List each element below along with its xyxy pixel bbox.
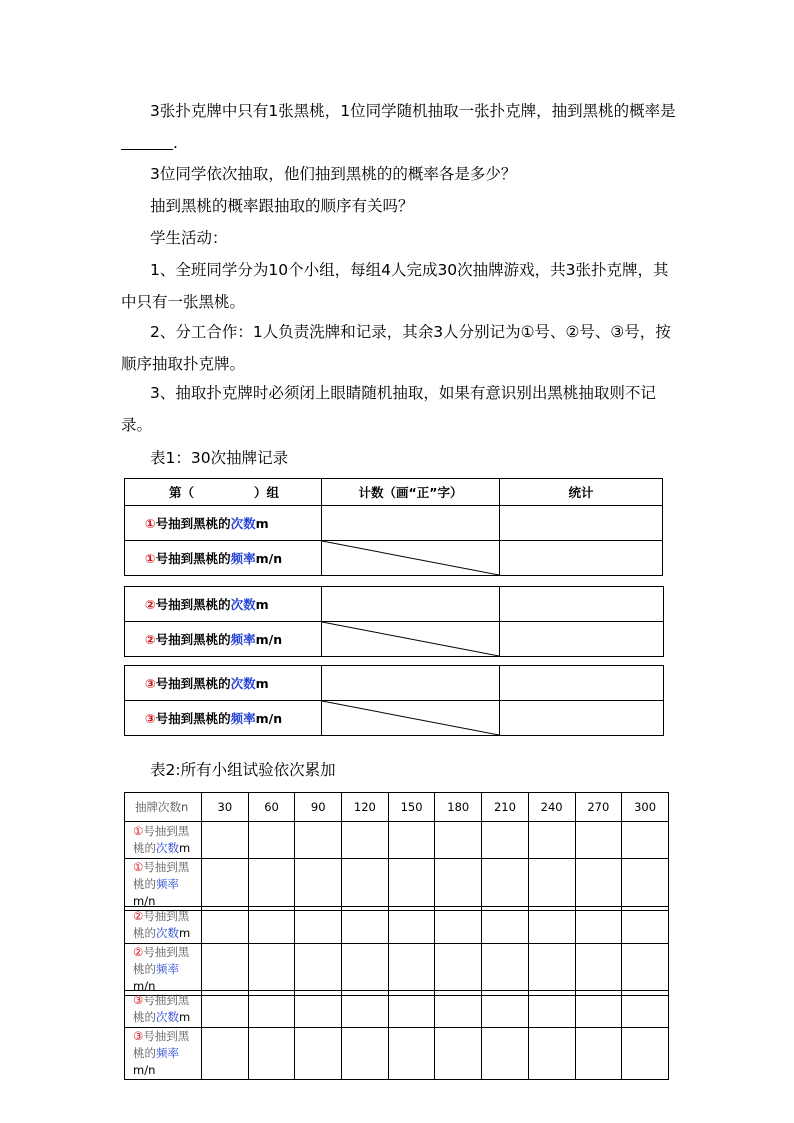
row-text: 号抽到黑 bbox=[143, 1029, 190, 1043]
row-text: 桃的 bbox=[133, 1010, 156, 1024]
row-text: 号抽到黑桃的 bbox=[155, 551, 231, 566]
table2-data-cell[interactable] bbox=[295, 822, 342, 859]
paragraph-7: 3、抽取扑克牌时必须闭上眼睛随机抽取，如果有意识别出黑桃抽取则不记录。 bbox=[121, 384, 656, 434]
table1-header-stat: 统计 bbox=[500, 479, 663, 506]
row-text: 号抽到黑桃的 bbox=[155, 711, 231, 726]
table2-row-label bbox=[125, 822, 202, 859]
table1-count-cell[interactable] bbox=[322, 587, 500, 622]
row-number: ② bbox=[145, 632, 156, 647]
table1-row-label bbox=[125, 587, 322, 622]
table2-row-label bbox=[125, 907, 202, 944]
table2-data-cell[interactable] bbox=[388, 991, 435, 1028]
table2-data-cell[interactable] bbox=[482, 907, 529, 944]
row-unit: m/n bbox=[133, 894, 156, 908]
table2-block-2 bbox=[124, 906, 669, 996]
table2-data-cell[interactable] bbox=[295, 907, 342, 944]
table2-data-cell[interactable] bbox=[342, 944, 389, 996]
table2-data-cell[interactable] bbox=[342, 1028, 389, 1080]
table2-data-cell[interactable] bbox=[435, 1028, 482, 1080]
row-number: ② bbox=[145, 597, 156, 612]
row-highlight: 频率 bbox=[156, 962, 179, 976]
paragraph-2: 3位同学依次抽取，他们抽到黑桃的的概率各是多少？ bbox=[150, 165, 517, 183]
table2-data-cell[interactable] bbox=[622, 991, 669, 1028]
table1-row-label bbox=[125, 666, 322, 701]
table1-header-group bbox=[125, 479, 322, 506]
row-number: ③ bbox=[145, 711, 156, 726]
table2-data-cell[interactable] bbox=[575, 944, 622, 996]
table2-header-210: 210 bbox=[482, 793, 529, 822]
table1-caption: 表1：30次抽牌记录 bbox=[150, 449, 289, 467]
table2-data-cell[interactable] bbox=[202, 991, 249, 1028]
table2-data-cell[interactable] bbox=[528, 859, 575, 911]
table2-data-cell[interactable] bbox=[435, 907, 482, 944]
table1-row-label bbox=[125, 506, 322, 541]
table2-header-180: 180 bbox=[435, 793, 482, 822]
table2-data-cell[interactable] bbox=[248, 822, 295, 859]
row-text: 桃的 bbox=[133, 962, 156, 976]
table2-data-cell[interactable] bbox=[388, 859, 435, 911]
row-unit: m/n bbox=[255, 632, 283, 647]
table2-data-cell[interactable] bbox=[435, 991, 482, 1028]
table2-data-cell[interactable] bbox=[622, 944, 669, 996]
row-text: 号抽到黑桃的 bbox=[155, 676, 231, 691]
row-highlight: 次数 bbox=[230, 516, 256, 531]
row-number: ① bbox=[145, 551, 156, 566]
table2-row-label bbox=[125, 944, 202, 996]
table2-data-cell[interactable] bbox=[202, 859, 249, 911]
table2-data-cell[interactable] bbox=[342, 822, 389, 859]
row-highlight: 频率 bbox=[156, 1046, 179, 1060]
table2-data-cell[interactable] bbox=[482, 822, 529, 859]
table2-data-cell[interactable] bbox=[622, 907, 669, 944]
paragraph-4: 学生活动： bbox=[150, 229, 228, 247]
table1-row-label bbox=[125, 541, 322, 576]
table2-header-label: 抽牌次数n bbox=[125, 793, 202, 822]
row-text: 号抽到黑桃的 bbox=[155, 597, 231, 612]
table2-data-cell[interactable] bbox=[528, 907, 575, 944]
table2-data-cell[interactable] bbox=[528, 991, 575, 1028]
row-highlight: 次数 bbox=[156, 841, 179, 855]
row-text: 桃的 bbox=[133, 841, 156, 855]
table1-diagonal-cell bbox=[322, 541, 500, 576]
table1-count-cell[interactable] bbox=[322, 506, 500, 541]
paragraph-1-text: 3张扑克牌中只有1张黑桃，1位同学随机抽取一张扑克牌，抽到黑桃的概率是 bbox=[150, 102, 676, 120]
table2-data-cell[interactable] bbox=[202, 944, 249, 996]
table1-block-3 bbox=[124, 665, 664, 736]
row-number: ③ bbox=[133, 1029, 144, 1043]
row-highlight: 次数 bbox=[230, 676, 256, 691]
table2-data-cell[interactable] bbox=[575, 991, 622, 1028]
row-text: 号抽到黑 bbox=[143, 945, 190, 959]
table2-data-cell[interactable] bbox=[202, 907, 249, 944]
row-unit: m bbox=[179, 1010, 191, 1024]
row-unit: m/n bbox=[255, 551, 283, 566]
table2-data-cell[interactable] bbox=[295, 991, 342, 1028]
row-unit: m/n bbox=[133, 1063, 156, 1077]
row-unit: m bbox=[179, 841, 191, 855]
table2-header-60: 60 bbox=[248, 793, 295, 822]
table2-data-cell[interactable] bbox=[482, 991, 529, 1028]
header-group-prefix: 第（ bbox=[169, 485, 195, 500]
answer-blank bbox=[121, 133, 173, 150]
table1-header-count: 计数（画“正”字） bbox=[322, 479, 500, 506]
row-text: 号抽到黑 bbox=[143, 824, 190, 838]
row-unit: m/n bbox=[255, 711, 283, 726]
table2-data-cell[interactable] bbox=[622, 822, 669, 859]
table2-data-cell[interactable] bbox=[435, 944, 482, 996]
row-highlight: 频率 bbox=[156, 877, 179, 891]
row-number: ③ bbox=[145, 676, 156, 691]
table2-data-cell[interactable] bbox=[435, 822, 482, 859]
table2-data-cell[interactable] bbox=[482, 944, 529, 996]
row-text: 号抽到黑 bbox=[143, 860, 190, 874]
table2-header-120: 120 bbox=[342, 793, 389, 822]
table2-header-30: 30 bbox=[202, 793, 249, 822]
row-number: ① bbox=[133, 824, 144, 838]
table2-data-cell[interactable] bbox=[575, 907, 622, 944]
row-number: ① bbox=[145, 516, 156, 531]
row-highlight: 次数 bbox=[230, 597, 256, 612]
row-number: ① bbox=[133, 860, 144, 874]
row-highlight: 频率 bbox=[230, 551, 256, 566]
paragraph-6: 2、分工合作：1人负责洗牌和记录，其余3人分别记为①号、②号、③号，按顺序抽取扑克牌。 bbox=[121, 323, 671, 373]
table2-header-240: 240 bbox=[528, 793, 575, 822]
table2-data-cell[interactable] bbox=[575, 822, 622, 859]
table2-data-cell[interactable] bbox=[202, 1028, 249, 1080]
row-highlight: 次数 bbox=[156, 926, 179, 940]
table2-header-270: 270 bbox=[575, 793, 622, 822]
table2-header-300: 300 bbox=[622, 793, 669, 822]
table2-block-3 bbox=[124, 990, 669, 1080]
row-unit: m bbox=[255, 516, 269, 531]
table2-data-cell[interactable] bbox=[248, 1028, 295, 1080]
row-highlight: 次数 bbox=[156, 1010, 179, 1024]
row-text: 号抽到黑桃的 bbox=[155, 516, 231, 531]
row-text: 号抽到黑 bbox=[143, 909, 190, 923]
row-number: ② bbox=[133, 909, 144, 923]
table2-header-150: 150 bbox=[388, 793, 435, 822]
table2-data-cell[interactable] bbox=[295, 944, 342, 996]
table1-row-label bbox=[125, 701, 322, 736]
row-highlight: 频率 bbox=[230, 711, 256, 726]
table2-data-cell[interactable] bbox=[575, 1028, 622, 1080]
table1-block-1 bbox=[124, 478, 663, 576]
row-text: 桃的 bbox=[133, 926, 156, 940]
table2-data-cell[interactable] bbox=[342, 907, 389, 944]
table2-data-cell[interactable] bbox=[248, 859, 295, 911]
paragraph-1 bbox=[121, 95, 676, 159]
row-unit: m bbox=[179, 926, 191, 940]
table2-data-cell[interactable] bbox=[528, 944, 575, 996]
table1-block-2 bbox=[124, 586, 664, 657]
table2-row-label bbox=[125, 1028, 202, 1080]
table2-data-cell[interactable] bbox=[388, 944, 435, 996]
row-unit: m/n bbox=[133, 979, 156, 993]
table2-header-90: 90 bbox=[295, 793, 342, 822]
table2-data-cell[interactable] bbox=[435, 859, 482, 911]
row-text: 号抽到黑桃的 bbox=[155, 632, 231, 647]
table1-stat-cell[interactable] bbox=[500, 541, 663, 576]
table2-data-cell[interactable] bbox=[295, 859, 342, 911]
table1-diagonal-cell bbox=[322, 701, 500, 736]
table1-row-label bbox=[125, 622, 322, 657]
row-unit: m bbox=[255, 597, 269, 612]
table2-data-cell[interactable] bbox=[575, 859, 622, 911]
row-unit: m bbox=[255, 676, 269, 691]
table2-data-cell[interactable] bbox=[202, 822, 249, 859]
table2-data-cell[interactable] bbox=[482, 1028, 529, 1080]
table2-row-label bbox=[125, 991, 202, 1028]
table2-data-cell[interactable] bbox=[528, 822, 575, 859]
table2-block-1 bbox=[124, 792, 669, 911]
table2-data-cell[interactable] bbox=[248, 944, 295, 996]
table1-stat-cell[interactable] bbox=[500, 587, 664, 622]
row-text: 桃的 bbox=[133, 877, 156, 891]
table1-stat-cell[interactable] bbox=[500, 622, 664, 657]
table1-stat-cell[interactable] bbox=[500, 701, 664, 736]
paragraph-1-end: . bbox=[173, 134, 178, 152]
table2-data-cell[interactable] bbox=[482, 859, 529, 911]
table2-row-label bbox=[125, 859, 202, 911]
table2-data-cell[interactable] bbox=[528, 1028, 575, 1080]
table2-data-cell[interactable] bbox=[388, 1028, 435, 1080]
row-text: 号抽到黑 bbox=[143, 993, 190, 1007]
paragraph-3: 抽到黑桃的概率跟抽取的顺序有关吗？ bbox=[150, 197, 414, 215]
table2-data-cell[interactable] bbox=[622, 1028, 669, 1080]
table1-stat-cell[interactable] bbox=[500, 506, 663, 541]
paragraph-5: 1、全班同学分为10个小组，每组4人完成30次抽牌游戏，共3张扑克牌，其中只有一张黑桃。 bbox=[121, 261, 669, 311]
table2-data-cell[interactable] bbox=[248, 991, 295, 1028]
row-highlight: 频率 bbox=[230, 632, 256, 647]
table1-stat-cell[interactable] bbox=[500, 666, 664, 701]
table1-count-cell[interactable] bbox=[322, 666, 500, 701]
table2-data-cell[interactable] bbox=[388, 822, 435, 859]
table2-data-cell[interactable] bbox=[388, 907, 435, 944]
table2-data-cell[interactable] bbox=[342, 991, 389, 1028]
table1-diagonal-cell bbox=[322, 622, 500, 657]
table2-data-cell[interactable] bbox=[342, 859, 389, 911]
table2-data-cell[interactable] bbox=[295, 1028, 342, 1080]
table2-data-cell[interactable] bbox=[622, 859, 669, 911]
row-number: ③ bbox=[133, 993, 144, 1007]
table2-data-cell[interactable] bbox=[248, 907, 295, 944]
table2-caption: 表2:所有小组试验依次累加 bbox=[150, 761, 336, 779]
row-text: 桃的 bbox=[133, 1046, 156, 1060]
header-group-suffix: ）组 bbox=[254, 485, 280, 500]
row-number: ② bbox=[133, 945, 144, 959]
